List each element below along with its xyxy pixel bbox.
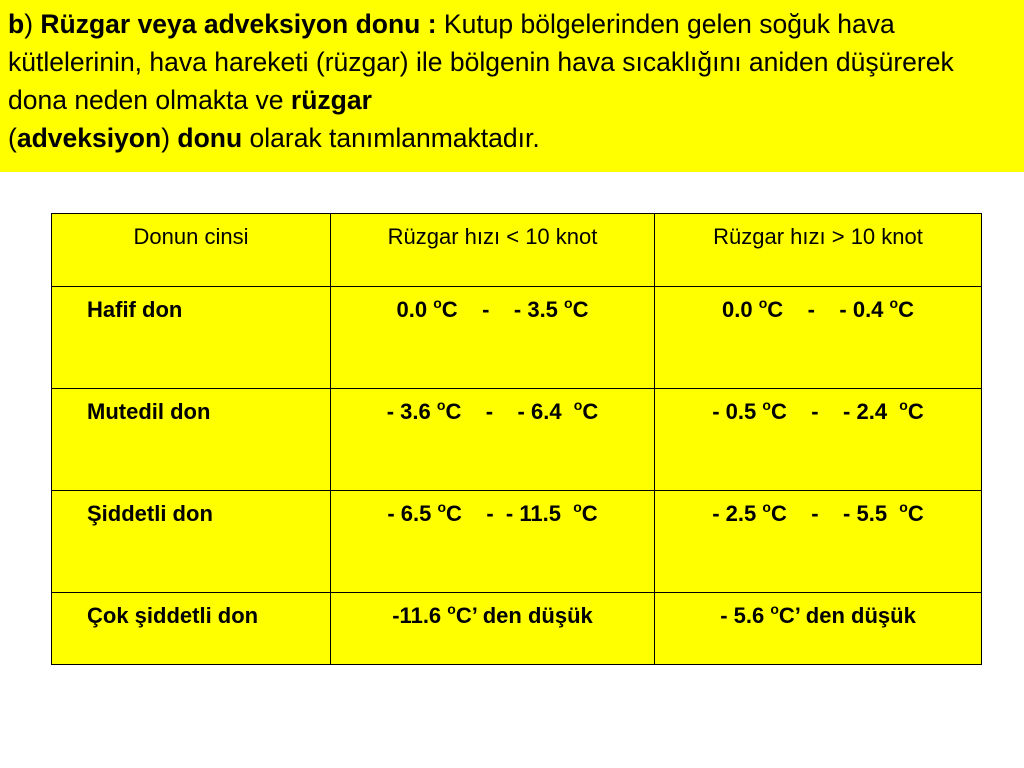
degree-mark: o [447, 601, 456, 617]
value-start: -11.6 [392, 603, 448, 628]
value-end: C [582, 399, 599, 424]
term-ruzgar: rüzgar [290, 85, 372, 115]
degree-mark: o [564, 295, 573, 311]
degree-mark: o [437, 499, 447, 515]
degree-mark: o [770, 601, 779, 617]
range-high-wind [655, 593, 982, 665]
range-high-wind [655, 287, 982, 389]
value-start: 0.0 [722, 297, 759, 322]
degree-mark: o [573, 499, 582, 515]
range-high-wind [655, 491, 982, 593]
table-row [52, 491, 982, 593]
degree-mark: o [889, 295, 899, 311]
value-start: - 6.5 [387, 501, 438, 526]
value-mid: C - - 5.5 [770, 501, 900, 526]
value-end: C [907, 501, 924, 526]
header-wind-low: Rüzgar hızı < 10 knot [331, 214, 655, 287]
range-low-wind [331, 389, 655, 491]
value-mid: C - - 6.4 [445, 399, 574, 424]
value-end: C [898, 297, 914, 322]
section-title: Rüzgar veya adveksiyon donu : [40, 9, 437, 39]
header-wind-high: Rüzgar hızı > 10 knot [655, 214, 982, 287]
value-start: 0.0 [396, 297, 434, 322]
degree-mark: o [762, 397, 771, 413]
term-adveksiyon: adveksiyon [16, 123, 162, 153]
value-mid: C - - 0.4 [767, 297, 890, 322]
value-mid: C’ den düşük [778, 603, 916, 628]
value-mid: C - - 3.5 [441, 297, 565, 322]
value-mid: C - - 2.4 [770, 399, 900, 424]
value-start: - 3.6 [386, 399, 437, 424]
value-mid: C - - 11.5 [446, 501, 574, 526]
range-low-wind [331, 491, 655, 593]
range-low-wind [331, 287, 655, 389]
table-row [52, 389, 982, 491]
item-letter: b [8, 9, 25, 39]
intro-text: Kutup bölgelerinden gelen soğuk hava kütlelerinin, hava hareketi (rüzgar) ile bölgenin hava sıcaklığını aniden düşürerek dona neden olmakta ve [8, 9, 954, 115]
open-paren: ( [8, 123, 17, 153]
range-high-wind [655, 389, 982, 491]
header-frost-type: Donun cinsi [52, 214, 331, 287]
degree-mark: o [758, 295, 768, 311]
intro-paragraph [0, 0, 1024, 172]
degree-mark: o [436, 397, 446, 413]
intro-text-end: olarak tanımlanmaktadır. [249, 123, 540, 153]
table-row [52, 593, 982, 665]
value-end: C [581, 501, 598, 526]
frost-name: Şiddetli don [52, 491, 331, 593]
range-low-wind [331, 593, 655, 665]
frost-name: Hafif don [52, 287, 331, 389]
degree-mark: o [762, 499, 771, 515]
value-start: - 2.5 [712, 501, 763, 526]
frost-name: Mutedil don [52, 389, 331, 491]
table-row [52, 287, 982, 389]
term-donu: donu [177, 123, 243, 153]
close-paren: ) [161, 123, 171, 153]
degree-mark: o [899, 499, 908, 515]
frost-name: Çok şiddetli don [52, 593, 331, 665]
value-start: - 0.5 [712, 399, 763, 424]
value-start: - 5.6 [720, 603, 771, 628]
item-paren: ) [24, 9, 34, 39]
frost-table [51, 213, 982, 665]
degree-mark: o [899, 397, 908, 413]
table-header-row [52, 214, 982, 287]
degree-mark: o [573, 397, 583, 413]
value-end: C [907, 399, 924, 424]
degree-mark: o [433, 295, 442, 311]
value-mid: C’ den düşük [455, 603, 593, 628]
value-end: C [572, 297, 589, 322]
